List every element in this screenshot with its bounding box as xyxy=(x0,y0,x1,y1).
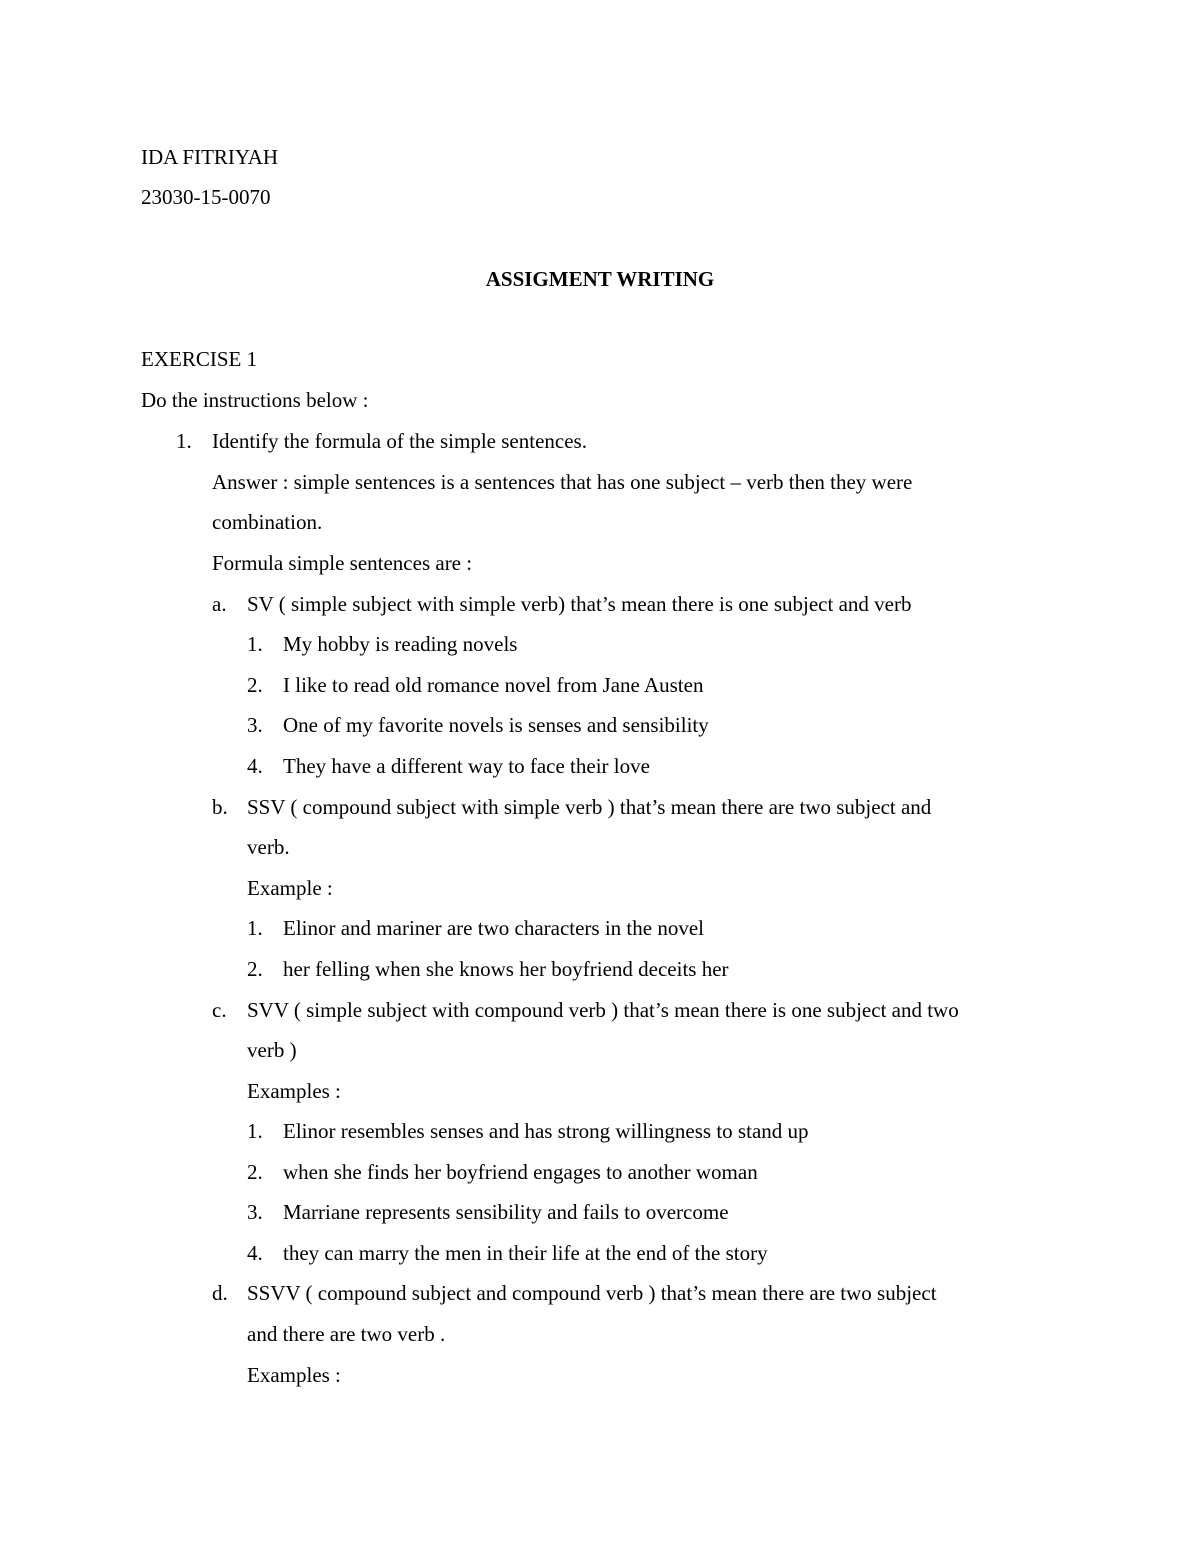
question-text: Identify the formula of the simple sentences. xyxy=(212,429,587,453)
example-number: 2. xyxy=(247,673,263,697)
example-number: 4. xyxy=(247,1241,263,1265)
formula-intro: Formula simple sentences are : xyxy=(212,551,473,575)
exercise-heading: EXERCISE 1 xyxy=(141,347,258,371)
example-number: 1. xyxy=(247,632,263,656)
item-c-text-2: verb ) xyxy=(247,1038,297,1062)
item-d-text-2: and there are two verb . xyxy=(247,1322,446,1346)
item-marker-b: b. xyxy=(212,795,228,819)
item-marker-c: c. xyxy=(212,998,227,1022)
example-text: I like to read old romance novel from Jane Austen xyxy=(283,673,704,697)
example-label: Examples : xyxy=(247,1363,341,1387)
answer-line-2: combination. xyxy=(212,510,323,534)
example-text: they can marry the men in their life at the end of the story xyxy=(283,1241,768,1265)
item-d-text-1: SSVV ( compound subject and compound verb ) that’s mean there are two subject xyxy=(247,1281,937,1305)
example-text: Elinor resembles senses and has strong willingness to stand up xyxy=(283,1119,809,1143)
item-marker-a: a. xyxy=(212,592,227,616)
example-number: 2. xyxy=(247,1160,263,1184)
example-text: One of my favorite novels is senses and sensibility xyxy=(283,713,709,737)
author-name: IDA FITRIYAH xyxy=(141,145,279,169)
example-number: 1. xyxy=(247,916,263,940)
example-text: Elinor and mariner are two characters in the novel xyxy=(283,916,704,940)
example-text: her felling when she knows her boyfriend deceits her xyxy=(283,957,729,981)
example-text: Marriane represents sensibility and fails to overcome xyxy=(283,1200,729,1224)
student-id: 23030-15-0070 xyxy=(141,185,271,209)
example-number: 1. xyxy=(247,1119,263,1143)
example-text: My hobby is reading novels xyxy=(283,632,518,656)
example-number: 3. xyxy=(247,1200,263,1224)
item-b-text-1: SSV ( compound subject with simple verb ) that’s mean there are two subject and xyxy=(247,795,932,819)
example-label: Example : xyxy=(247,876,333,900)
example-number: 3. xyxy=(247,713,263,737)
answer-line-1: Answer : simple sentences is a sentences that has one subject – verb then they were xyxy=(212,470,913,494)
example-text: They have a different way to face their love xyxy=(283,754,650,778)
question-number: 1. xyxy=(176,429,192,453)
example-text: when she finds her boyfriend engages to another woman xyxy=(283,1160,758,1184)
example-number: 2. xyxy=(247,957,263,981)
document-title: ASSIGMENT WRITING xyxy=(485,267,715,291)
item-a-text: SV ( simple subject with simple verb) that’s mean there is one subject and verb xyxy=(247,592,912,616)
item-b-text-2: verb. xyxy=(247,835,290,859)
item-marker-d: d. xyxy=(212,1281,228,1305)
item-c-text-1: SVV ( simple subject with compound verb ) that’s mean there is one subject and two xyxy=(247,998,959,1022)
example-number: 4. xyxy=(247,754,263,778)
example-label: Examples : xyxy=(247,1079,341,1103)
exercise-instruction: Do the instructions below : xyxy=(141,388,369,412)
